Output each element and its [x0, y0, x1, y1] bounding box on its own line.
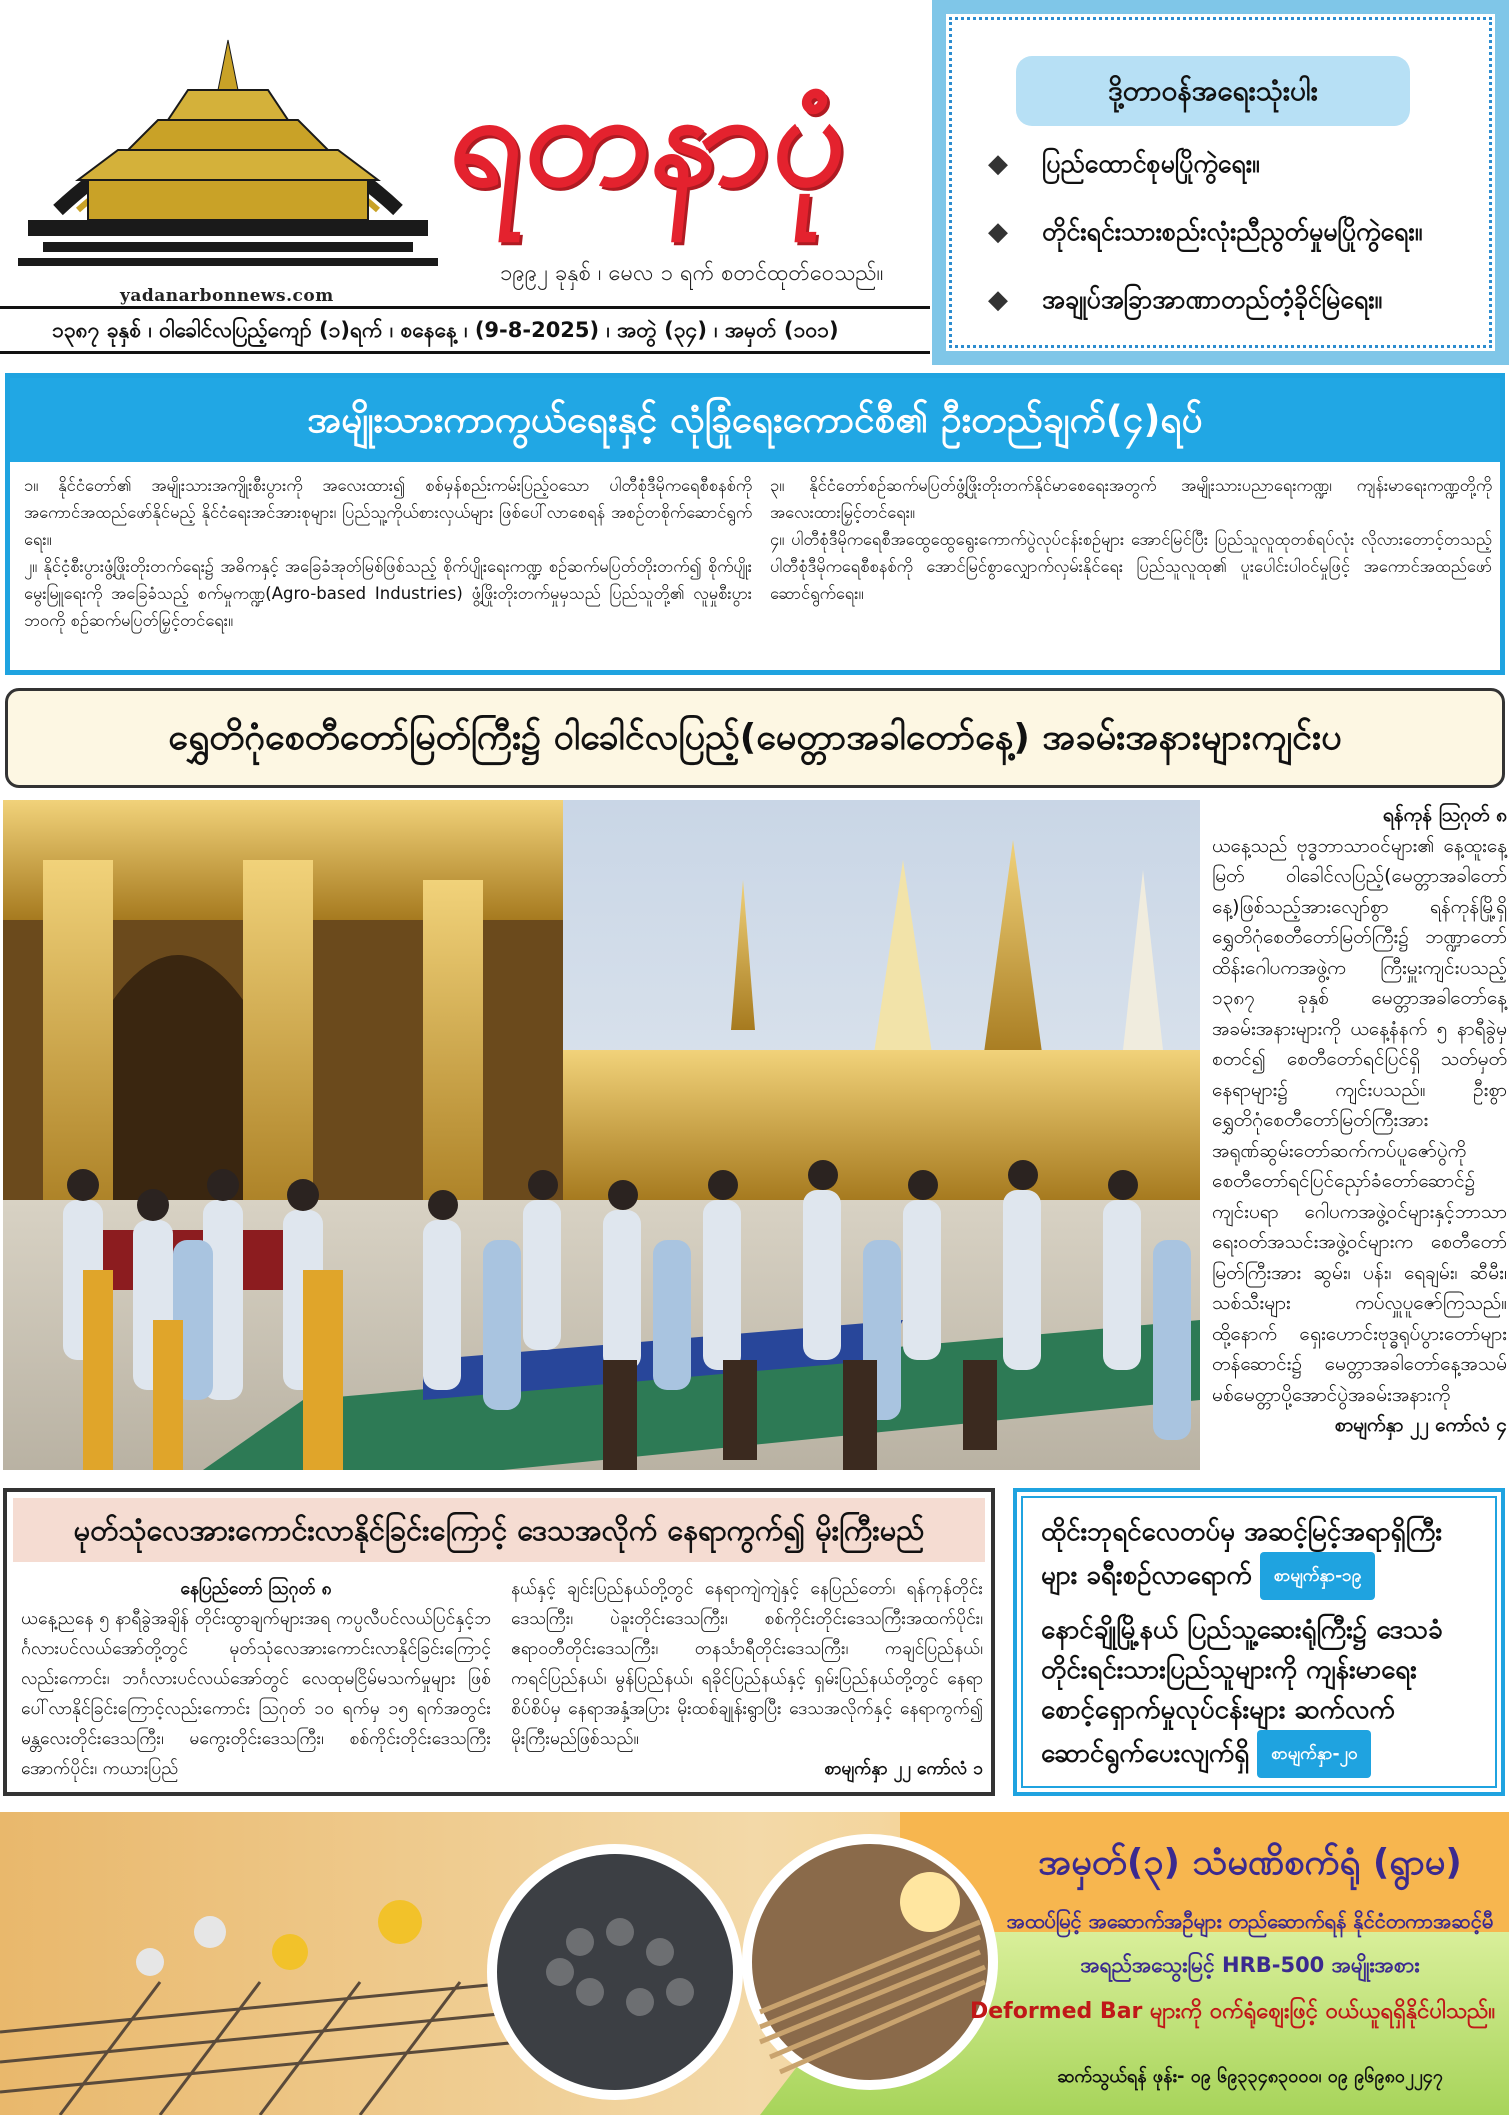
masthead — [0, 0, 930, 360]
motto-item — [988, 280, 1382, 320]
main-story — [1212, 800, 1507, 1441]
teaser-1[interactable] — [1041, 1512, 1477, 1600]
objective-4: ၄။ ပါတီစုံဒီမိုကရေစီအထွေထွေရွေးကောက်ပွဲလုပ်ငန်းစဉ်များ အောင်မြင်ပြီး ပြည်သူလူထုတစ်ရပ်လုံး လိုလားတောင့်တသည့် ပါတီစုံဒီမိုကရေစီစနစ်ကို အောင်မြင်စွာလျှောက်လှမ်းနိုင်ရေး ပြည်သူလူထု၏ ပူးပေါင်းပါဝင်မှုဖြင့် အကောင်အထည်ဖော်ဆောင်ရွက်ရေး။ — [770, 530, 1492, 603]
objectives-box — [5, 373, 1505, 675]
motto-box — [932, 0, 1509, 365]
objectives-heading: အမျိုးသားကာကွယ်ရေးနှင့် လုံခြုံရေးကောင်စီ၏ ဦးတည်ချက်(၄)ရပ် — [10, 378, 1500, 462]
story-dateline: ရန်ကုန် ဩဂုတ် ၈ — [1382, 804, 1507, 826]
site-url[interactable]: yadanarbonnews.com — [120, 286, 334, 306]
objective-1: ၁။ နိုင်ငံတော်၏ အမျိုးသားအကျိုးစီးပွားကို အလေးထား၍ စစ်မှန်စည်းကမ်းပြည့်ဝသော ပါတီစုံဒီမိုကရေစီစနစ်ကို အကောင်အထည်ဖော်နိုင်မည့် နိုင်ငံရေးအင်အားစုများ၊ ပြည်သူ့ကိုယ်စားလှယ်များ ဖြစ်ပေါ်လာစေရန် အစဉ်တစိုက်ဆောင်ရွက်ရေး။ — [24, 476, 752, 549]
shwedagon-ceremony-photo — [3, 800, 1200, 1470]
newspaper-title: ရတနာပုံ — [443, 65, 857, 215]
motto-title: ဒို့တာဝန်အရေးသုံးပါး — [1016, 56, 1410, 126]
diamond-icon: ◆ — [988, 285, 1008, 315]
objective-3: ၃။ နိုင်ငံတော်စဉ်ဆက်မပြတ်ဖွံ့ဖြိုးတိုးတက်နိုင်မာစေရေးအတွက် အမျိုးသားပညာရေးကဏ္ဍ၊ ကျန်းမာရေးကဏ္ဍတို့ကို အလေးထားမြှင့်တင်ရေး။ — [770, 476, 1492, 522]
weather-headline[interactable]: မုတ်သုံလေအားကောင်းလာနိုင်ခြင်းကြောင့် ဒေသအလိုက် နေရာကွက်၍ မိုးကြီးမည် — [13, 1498, 985, 1562]
diamond-icon: ◆ — [988, 217, 1008, 247]
motto-item-text: တိုင်းရင်းသားစည်းလုံးညီညွတ်မှုမပြိုကွဲရေး။ — [1042, 217, 1423, 246]
motto-item-text: အချုပ်အခြာအာဏာတည်တံ့ခိုင်မြဲရေး။ — [1042, 285, 1383, 314]
page-ref-2[interactable]: စာမျက်နှာ-၂၀ — [1257, 1730, 1371, 1778]
steel-advertisement[interactable] — [0, 1812, 1509, 2115]
ad-line-3: Deformed Bar များကို ဝက်ရုံဈေးဖြင့် ဝယ်ယူရရှိနိုင်ပါသည်။ — [969, 1999, 1496, 2024]
diamond-icon: ◆ — [988, 149, 1008, 179]
weather-col-1: ယနေ့ညနေ ၅ နာရီခွဲအချိန် တိုင်းထွာချက်များအရ ကပ္ပလီပင်လယ်ပြင်နှင့်ဘင်္ဂလားပင်လယ်အော်တို့တွင် မုတ်သုံလေအားကောင်းလာနိုင်ခြင်းကြောင့်လည်းကောင်း၊ ဘင်္ဂလားပင်လယ်အော်တွင် လေထုမငြိမ်မသက်မှုများ ဖြစ်ပေါ်လာနိုင်ခြင်းကြောင့်လည်းကောင်း ဩဂုတ် ၁၀ ရက်မှ ၁၅ ရက်အတွင်း မန္တလေးတိုင်းဒေသကြီး၊ မကွေးတိုင်းဒေသကြီး၊ စစ်ကိုင်းတိုင်းဒေသကြီးအောက်ပိုင်း၊ ကယားပြည် — [21, 1609, 491, 1779]
weather-story — [3, 1488, 995, 1796]
issue-dateline: ၁၃၈၇ ခုနှစ် ၊ ဝါခေါင်လပြည့်ကျော် (၁)ရက် ၊ စနေနေ့ ၊ (9-8-2025) ၊ အတွဲ (၃၄) ၊ အမှတ် (၁၀၁) — [0, 306, 930, 354]
motto-item — [988, 144, 1260, 184]
inside-pages-box — [1013, 1488, 1505, 1796]
ad-line-2: အရည်အသွေးမြင့် HRB-500 အမျိုးအစား — [1080, 1953, 1420, 1977]
objective-2: ၂။ နိုင်ငံ့စီးပွားဖွံ့ဖြိုးတိုးတက်ရေး၌ အဓိကနှင့် အခြေခံအုတ်မြစ်ဖြစ်သည့် စိုက်ပျိုးရေးကဏ္ဍ စဉ်ဆက်မပြတ်တိုးတက်၍ စိုက်ပျိုးမွေးမြူရေးကို အခြေခံသည့် စက်မှုကဏ္ဍ(Agro-based Industries) ဖွံ့ဖြိုးတိုးတက်မှုမှသည် ပြည်သူတို့၏ လူမှုစီးပွားဘဝကို စဉ်ဆက်မပြတ်မြှင့်တင်ရေး။ — [24, 557, 752, 630]
motto-item — [988, 212, 1422, 252]
story-body: ယနေ့သည် ဗုဒ္ဓဘာသာဝင်များ၏ နေ့ထူးနေ့မြတ် ဝါခေါင်လပြည့်(မေတ္တာအခါတော်နေ့)ဖြစ်သည့်အားလျော်စွာ ရန်ကုန်မြို့ရှိ ရွှေတိဂုံစေတီတော်မြတ်ကြီး၌ ဘဏ္ဍာတော်ထိန်းဂေါပကအဖွဲ့က ကြီးမှူးကျင်းပသည့် ၁၃၈၇ ခုနှစ် မေတ္တာအခါတော်နေ့ အခမ်းအနားများကို ယနေ့နံနက် ၅ နာရီခွဲမှ စတင်၍ စေတီတော်ရင်ပြင်ရှိ သတ်မှတ်နေရာများ၌ ကျင်းပသည်။ ဦးစွာ ရွှေတိဂုံစေတီတော်မြတ်ကြီးအား အရုဏ်ဆွမ်းတော်ဆက်ကပ်ပူဇော်ပွဲကို စေတီတော်ရင်ပြင်ညှော်ခံတော်ဆောင်၌ ကျင်းပရာ ဂေါပကအဖွဲ့ဝင်များနှင့်ဘာသာရေးဝတ်အသင်းအဖွဲ့ဝင်များက စေတီတော်မြတ်ကြီးအား ဆွမ်း၊ ပန်း၊ ရေချမ်း၊ ဆီမီး၊ သစ်သီးများ ကပ်လှူပူဇော်ကြသည်။ ထို့နောက် ရှေးဟောင်းဗုဒ္ဓရုပ်ပွားတော်များတန်ဆောင်း၌ မေတ္တာအခါတော်နေ့အသမ်မစ်မေတ္တာပို့အောင်ပွဲအခမ်းအနားကို — [1212, 834, 1507, 1406]
teaser-2-title: နောင်ချိုမြို့နယ် ပြည်သူ့ဆေးရုံကြီး၌ ဒေသခံတိုင်းရင်းသားပြည်သူများကို ကျန်းမာရေးစောင့်ရှောက်မှုလုပ်ငန်းများ ဆက်လက်ဆောင်ရွက်ပေးလျက်ရှိ — [1041, 1615, 1443, 1769]
motto-item-text: ပြည်ထောင်စုမပြိုကွဲရေး။ — [1042, 149, 1260, 178]
page-ref-1[interactable]: စာမျက်နှာ-၁၉ — [1260, 1552, 1376, 1600]
ad-line-1: အထပ်မြင့် အဆောက်အဦများ တည်ဆောက်ရန် နိုင်ငံတကာအဆင့်မီ — [1006, 1909, 1494, 1933]
teaser-2[interactable] — [1041, 1610, 1477, 1778]
teaser-1-title: ထိုင်းဘုရင်လေတပ်မှ အဆင့်မြင့်အရာရှိကြီးများ ခရီးစဉ်လာရောက် — [1041, 1517, 1442, 1591]
ad-contact[interactable]: ဆက်သွယ်ရန် ဖုန်း- ၀၉ ၆၉၃၃၄၈၃၀၀၀၊ ၀၉ ၉၆၉၈၀၂၂၄၇ — [1057, 2066, 1443, 2087]
weather-jump[interactable]: စာမျက်နှာ ၂၂ ကော်လံ ၁ — [824, 1759, 983, 1779]
ad-title: အမှတ်(၃) သံမဏိစက်ရုံ (ရွာမ) — [1038, 1842, 1462, 1883]
main-headline[interactable]: ရွှေတိဂုံစေတီတော်မြတ်ကြီး၌ ဝါခေါင်လပြည့်(မေတ္တာအခါတော်နေ့) အခမ်းအနားများကျင်းပ — [5, 688, 1505, 788]
story-jump[interactable]: စာမျက်နှာ ၂၂ ကော်လံ ၄ — [1334, 1414, 1507, 1436]
founding-note: ၁၉၉၂ ခုနှစ် ၊ မေလ ၁ ရက် စတင်ထုတ်ဝေသည်။ — [500, 261, 884, 286]
weather-col-2: နယ်နှင့် ချင်းပြည်နယ်တို့တွင် နေရာကျဲကျဲနှင့် နေပြည်တော်၊ ရန်ကုန်တိုင်းဒေသကြီး၊ ပဲခူးတိုင်းဒေသကြီး၊ စစ်ကိုင်းတိုင်းဒေသကြီးအထက်ပိုင်း၊ ဧရာဝတီတိုင်းဒေသကြီး၊ တနင်္သာရီတိုင်းဒေသကြီး၊ ကချင်ပြည်နယ်၊ ကရင်ပြည်နယ်၊ မွန်ပြည်နယ်၊ ရခိုင်ပြည်နယ်နှင့် ရှမ်းပြည်နယ်တို့တွင် နေရာစိပ်စိပ်မှ နေရာအနှံ့အပြား မိုးထစ်ချုန်းရွာပြီး ဒေသအလိုက်နှင့် နေရာကွက်၍ မိုးကြီးမည်ဖြစ်သည်။ — [511, 1579, 983, 1749]
weather-dateline: နေပြည်တော် ဩဂုတ် ၈ — [180, 1579, 332, 1599]
